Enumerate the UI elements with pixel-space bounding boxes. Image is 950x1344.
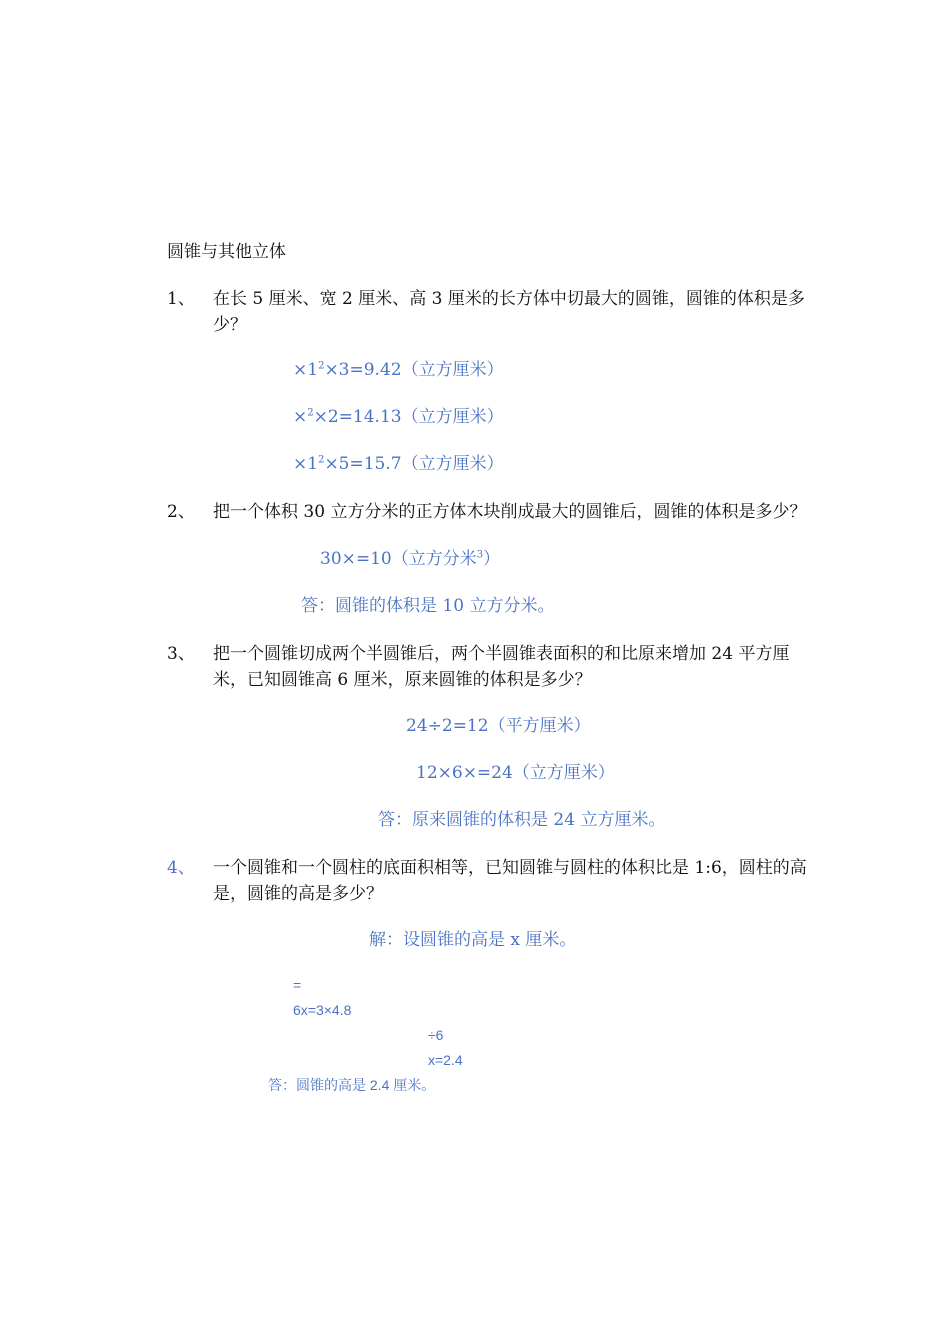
question-4-equation-2: 6x=3×4.8 [293,1002,352,1018]
question-1-text-line-1: 在长 5 厘米、宽 2 厘米、高 3 厘米的长方体中切最大的圆锥，圆锥的体积是多 [213,289,805,309]
question-3-calc-1: 24÷2=12（平方厘米） [406,716,591,736]
question-2-number: 2、 [167,502,195,522]
question-2-answer: 答：圆锥的体积是 10 立方分米。 [301,596,555,616]
question-3-text-line-2: 米，已知圆锥高 6 厘米，原来圆锥的体积是多少？ [213,670,592,690]
question-1-text-line-2: 少？ [213,315,247,335]
question-4-number: 4、 [167,858,195,878]
question-4-text-line-2: 是，圆锥的高是多少？ [213,884,383,904]
question-2-calc: 30×=10（立方分米$^3$） [320,549,501,569]
question-3-text-line-1: 把一个圆锥切成两个半圆锥后，两个半圆锥表面积的和比原来增加 24 平方厘 [213,644,790,664]
question-4-equation-4: x=2.4 [428,1052,463,1068]
question-4-solution: 解：设圆锥的高是 x 厘米。 [369,930,577,950]
question-2-text-line-1: 把一个体积 30 立方分米的正方体木块削成最大的圆锥后，圆锥的体积是多少？ [213,502,807,522]
question-1-calc-1: $\times 1^2\times 3=9.42$（立方厘米） [293,360,504,380]
question-3-answer: 答：原来圆锥的体积是 24 立方厘米。 [378,810,666,830]
question-3-calc-2: 12×6×=24（立方厘米） [416,763,615,783]
document-title: 圆锥与其他立体 [167,242,286,262]
question-4-equation-3: ÷6 [428,1027,444,1043]
question-1-calc-3: $\times 1^2\times 5=15.7$（立方厘米） [293,454,504,474]
question-1-calc-2: ×$^2$×2=14.13（立方厘米） [293,407,504,427]
question-4-answer: 答：圆锥的高是 2.4 厘米。 [268,1077,436,1093]
question-1-number: 1、 [167,289,195,309]
question-4-equation-1: = [293,977,302,993]
question-4-text-line-1: 一个圆锥和一个圆柱的底面积相等，已知圆锥与圆柱的体积比是 1:6，圆柱的高 [213,858,807,878]
question-3-number: 3、 [167,644,195,664]
